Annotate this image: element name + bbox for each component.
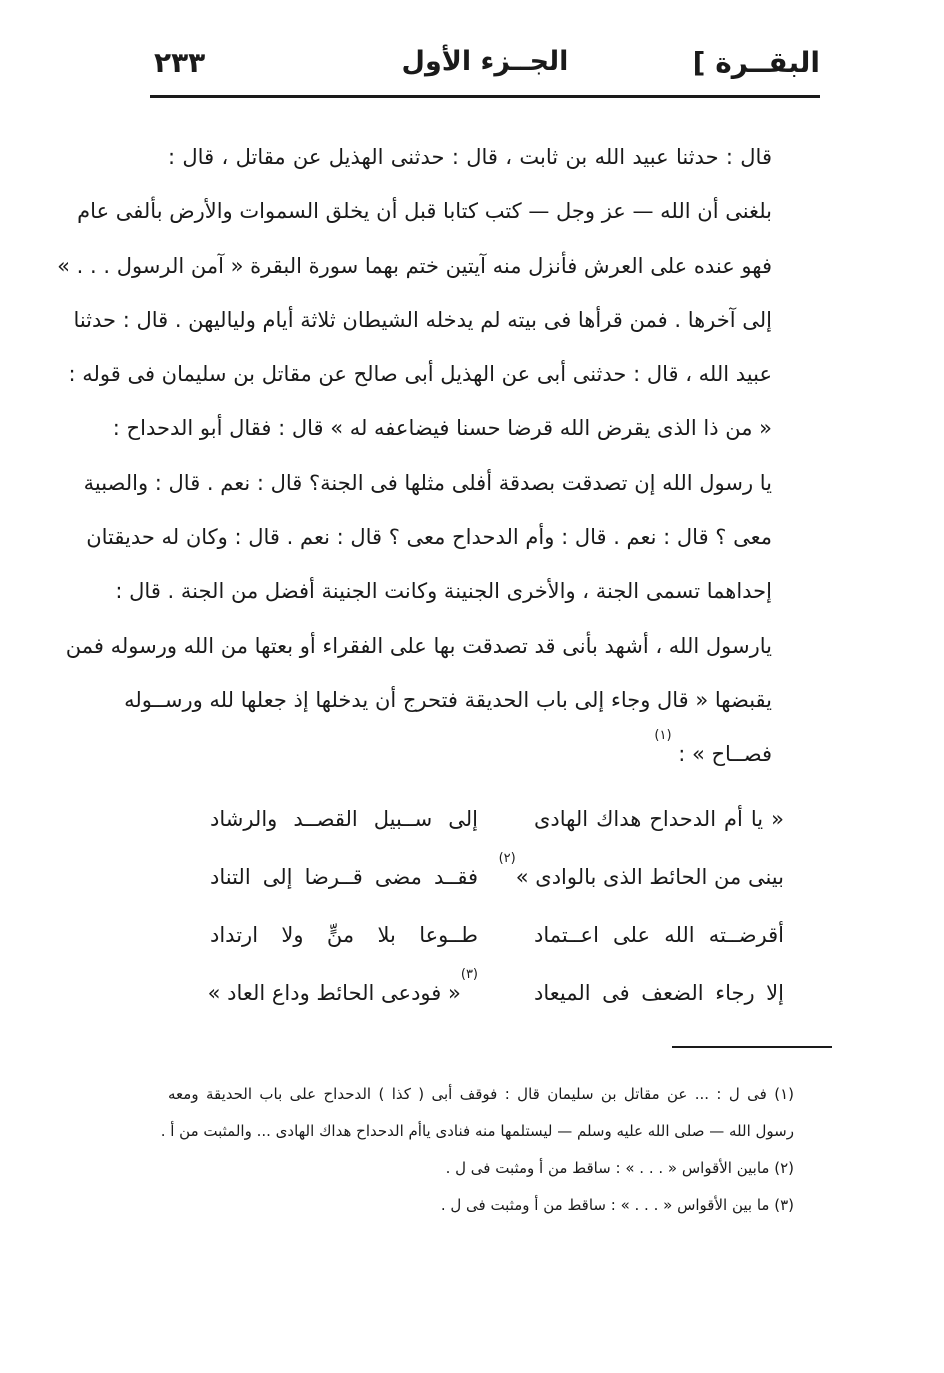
header-rule <box>150 95 820 98</box>
page-number: ٢٣٣ <box>154 46 206 79</box>
text-line: يارسول الله ، أشهد بأنى قد تصدقت بها على الفقراء أو بعتها من الله ورسوله فمن <box>65 633 772 658</box>
footnote-ref: (٢) <box>498 851 516 866</box>
footnote-line: رسول الله — صلى الله عليه وسلم — ليستلمها منه فنادى ياأم الدحداح هداك الهادى ... والمثبت من أ . <box>160 1122 794 1140</box>
text-line-last <box>168 727 772 781</box>
text-line: إلى آخرها . فمن قرأها فى بيته لم يدخله الشيطان ثلاثة أيام ولياليهن . قال : حدثنا <box>73 307 772 332</box>
text-line: إحداهما تسمى الجنة ، والأخرى الجنينة وكانت الجنينة أفضل من الجنة . قال : <box>115 579 772 604</box>
text-line: بلغنى أن الله — عز وجل — كتب كتابا قبل أن يخلق السموات والأرض بألفى عام <box>77 199 772 224</box>
verse-row <box>160 848 794 906</box>
text-line: يقبضها « قال وجاء إلى باب الحديقة فتحرج أن يدخلها إذ جعلها لله ورســوله <box>124 687 772 712</box>
verse-first-hemistich <box>498 848 784 910</box>
verse-first-hemistich: « يا أم الدحداح هداك الهادى <box>534 807 784 831</box>
verse-second-hemistich: فقــد مضى قــرضا إلى التناد <box>210 865 478 889</box>
surah-title: البقــرة ] <box>692 46 820 79</box>
footnotes <box>160 1076 794 1224</box>
footnote-rule <box>672 1046 832 1048</box>
footnote-line: (٣) ما بين الأقواس « . . . » : ساقط من أ ومثبت فى ل . <box>440 1196 794 1214</box>
last-line-text: فصــاح » : <box>678 742 772 767</box>
footnote-ref: (١) <box>654 728 672 744</box>
verse-second-hemistich <box>207 964 478 1026</box>
footnote-line: (٢) مابين الأقواس « . . . » : ساقط من أ ومثبت فى ل . <box>445 1159 794 1177</box>
verse-row <box>160 790 794 848</box>
text-line: « من ذا الذى يقرض الله قرضا حسنا فيضاعفه له » قال : فقال أبو الدحداح : <box>112 416 772 441</box>
text-line: معى ؟ قال : نعم . قال : وأم الدحداح معى ؟ قال : نعم . قال : وكان له حديقتان <box>86 525 772 550</box>
verse-first-hemistich: إلا رجاء الضعف فى الميعاد <box>534 981 784 1005</box>
text-line: قال : حدثنا عبيد الله بن ثابت ، قال : حدثنى الهذيل عن مقاتل ، قال : <box>168 145 772 169</box>
footnote-line: (١) فى ل : ... عن مقاتل بن سليمان قال : فوقف أبى ( كذا ) الدحداح على باب الحديقة ومعه <box>168 1085 794 1103</box>
footnote-ref: (٣) <box>460 967 478 982</box>
verse-row <box>160 906 794 964</box>
verse-first-hemistich: أقرضــته الله على اعــتماد <box>534 923 784 947</box>
main-text <box>57 130 772 782</box>
hemistich-text: بينى من الحائط الذى بالوادى » <box>515 865 784 889</box>
verse-row <box>160 964 794 1022</box>
hemistich-text: « فودعى الحائط وداع العاد » <box>207 981 461 1005</box>
part-title: الجــزء الأول <box>401 46 569 77</box>
verse-second-hemistich: طــوعا بلا منٍّ ولا ارتداد <box>210 923 478 947</box>
page-header <box>150 40 820 92</box>
text-line: عبيد الله ، قال : حدثنى أبى عن الهذيل أبى صالح عن مقاتل بن سليمان فى قوله : <box>68 362 772 387</box>
poem <box>160 790 794 1022</box>
text-line: يا رسول الله إن تصدقت بصدقة أفلى مثلها فى الجنة؟ قال : نعم . قال : والصبية <box>83 470 772 495</box>
text-line: فهو عنده على العرش فأنزل منه آيتين ختم بهما سورة البقرة « آمن الرسول . . . » <box>57 253 772 278</box>
verse-second-hemistich: إلى ســبيل القصــد والرشاد <box>210 807 478 831</box>
